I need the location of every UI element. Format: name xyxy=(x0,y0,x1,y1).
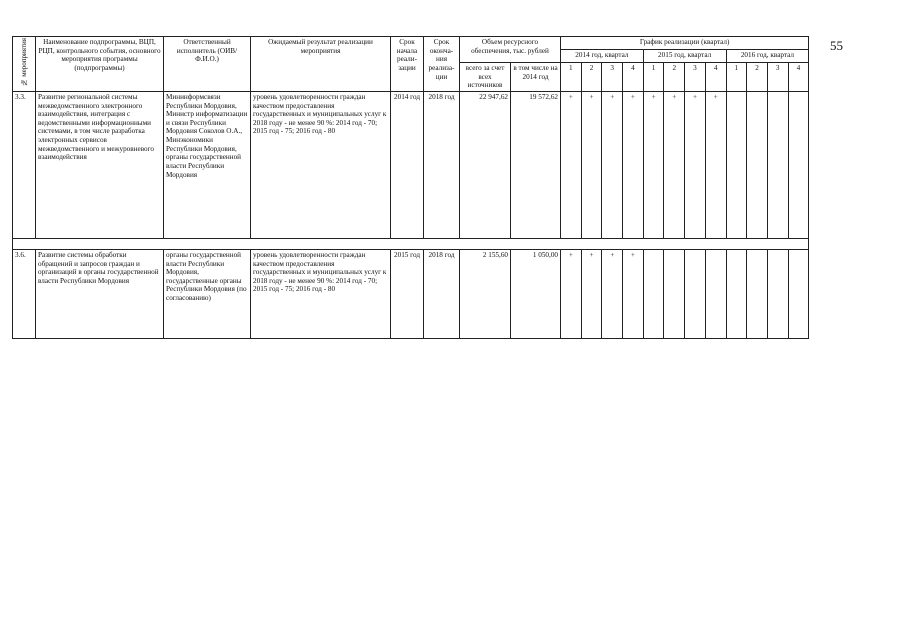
header-quarter: 1 xyxy=(643,63,664,92)
header-volume: Объем ресурсного обеспечения, тыс. рублей xyxy=(460,37,561,63)
row-end: 2018 год xyxy=(424,91,460,238)
header-quarter: 4 xyxy=(623,63,644,92)
header-quarter: 3 xyxy=(602,63,623,92)
header-executor: Ответственный исполнитель (ОИВ/ Ф.И.О.) xyxy=(164,37,251,92)
page-number: 55 xyxy=(830,38,843,53)
quarter-mark: + xyxy=(705,91,726,238)
header-num: № мероприятия xyxy=(13,37,36,92)
table-row xyxy=(13,91,809,238)
header-quarter: 1 xyxy=(561,63,582,92)
header-year-2015: 2015 год, квартал xyxy=(643,50,726,63)
row-name: Развитие региональной системы межведомственного электронного взаимодействия, интеграция с ведомственными информационными системами, в том числе разработка электронных сервисов межведомственного и межуровневого взаимодействия xyxy=(36,91,164,238)
row-executor: Мининформсвязи Республики Мордовия, Министр информатизации и связи Республики Мордовия Соколов О.А., Минэкономики Республики Мордовия, органы государственной власти Республики Мордовия xyxy=(164,91,251,238)
row-vol-2014: 19 572,62 xyxy=(511,91,561,238)
row-separator xyxy=(13,238,809,249)
quarter-mark: + xyxy=(602,249,623,338)
row-num: 3.3. xyxy=(13,91,36,238)
quarter-mark: + xyxy=(602,91,623,238)
quarter-mark: + xyxy=(623,249,644,338)
quarter-mark xyxy=(788,249,809,338)
row-num: 3.6. xyxy=(13,249,36,338)
header-quarter: 3 xyxy=(767,63,788,92)
row-start: 2014 год xyxy=(391,91,424,238)
header-vol-2014: в том числе на 2014 год xyxy=(511,63,561,92)
header-name: Наименование подпрограммы, ВЦП, РЦП, контрольного события, основного мероприятия программы (подпрограммы) xyxy=(36,37,164,92)
header-quarter: 2 xyxy=(664,63,685,92)
quarter-mark xyxy=(664,249,685,338)
header-year-2016: 2016 год, квартал xyxy=(726,50,809,63)
header-start: Срок начала реали-зации xyxy=(391,37,424,92)
row-start: 2015 год xyxy=(391,249,424,338)
header-year-2014: 2014 год, квартал xyxy=(561,50,644,63)
header-quarter: 4 xyxy=(788,63,809,92)
row-end: 2018 год xyxy=(424,249,460,338)
header-vol-all: всего за счет всех источников xyxy=(460,63,511,92)
row-name: Развитие системы обработки обращений и запросов граждан и организаций в органы государственной власти Республики Мордовия xyxy=(36,249,164,338)
quarter-mark xyxy=(788,91,809,238)
header-quarter: 3 xyxy=(685,63,706,92)
row-executor: органы государственной власти Республики Мордовия, государственные органы Республики Мордовия (по согласованию) xyxy=(164,249,251,338)
implementation-plan-table xyxy=(12,36,809,339)
header-quarter: 4 xyxy=(705,63,726,92)
quarter-mark: + xyxy=(685,91,706,238)
table-row xyxy=(13,249,809,338)
quarter-mark xyxy=(747,249,768,338)
row-result: уровень удовлетворенности граждан качеством предоставления государственных и муниципальных услуг к 2018 году - не менее 90 %: 2014 год - 70; 2015 год - 75; 2016 год - 80 xyxy=(251,91,391,238)
header-quarter: 2 xyxy=(581,63,602,92)
quarter-mark xyxy=(726,249,747,338)
header-quarter: 1 xyxy=(726,63,747,92)
header-result: Ожидаемый результат реализации мероприятия xyxy=(251,37,391,92)
quarter-mark: + xyxy=(664,91,685,238)
row-result: уровень удовлетворенности граждан качеством предоставления государственных и муниципальных услуг к 2018 году - не менее 90 %: 2014 год - 70; 2015 год - 75; 2016 год - 80 xyxy=(251,249,391,338)
row-vol-all: 22 947,62 xyxy=(460,91,511,238)
quarter-mark xyxy=(767,249,788,338)
header-schedule: График реализации (квартал) xyxy=(561,37,809,50)
row-vol-2014: 1 050,00 xyxy=(511,249,561,338)
quarter-mark xyxy=(767,91,788,238)
header-end: Срок оконча-ния реализа-ции xyxy=(424,37,460,92)
quarter-mark: + xyxy=(581,249,602,338)
quarter-mark xyxy=(747,91,768,238)
quarter-mark xyxy=(705,249,726,338)
quarter-mark: + xyxy=(623,91,644,238)
row-vol-all: 2 155,60 xyxy=(460,249,511,338)
header-quarter: 2 xyxy=(747,63,768,92)
quarter-mark: + xyxy=(581,91,602,238)
quarter-mark: + xyxy=(561,91,582,238)
quarter-mark xyxy=(685,249,706,338)
quarter-mark: + xyxy=(561,249,582,338)
quarter-mark: + xyxy=(643,91,664,238)
quarter-mark xyxy=(643,249,664,338)
quarter-mark xyxy=(726,91,747,238)
